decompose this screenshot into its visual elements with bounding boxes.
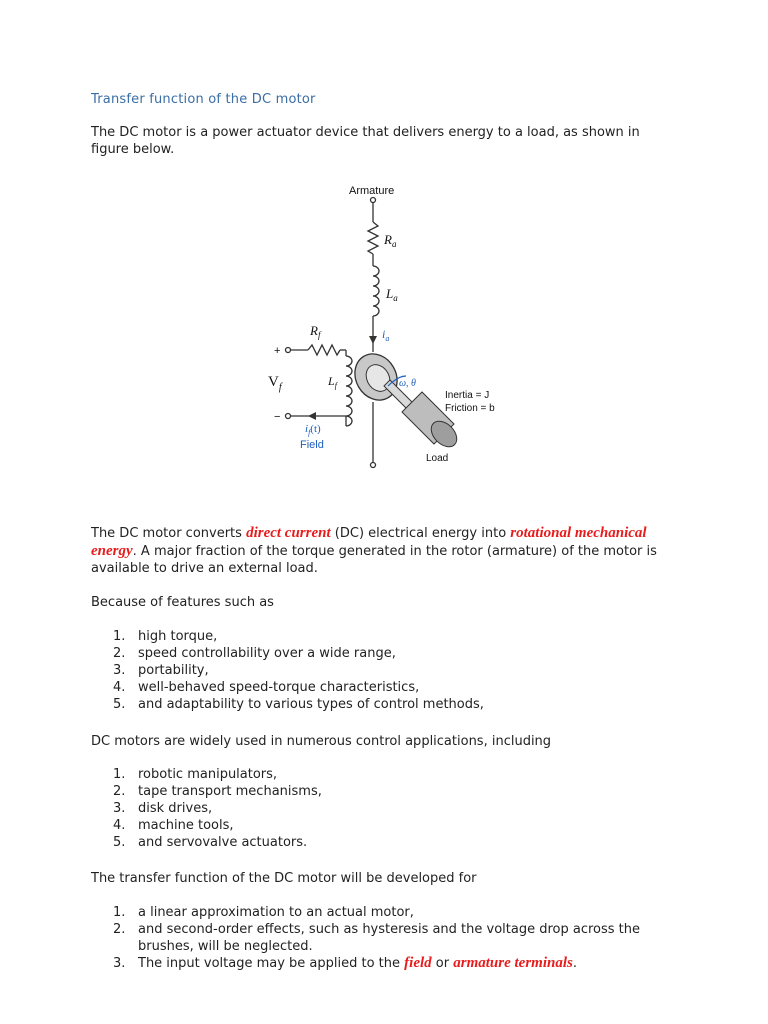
list-text: tape transport mechanisms, (138, 784, 322, 799)
armature-label: Armature (349, 185, 395, 197)
features-intro: Because of features such as (91, 595, 274, 610)
list-text: well-behaved speed-torque characteristics, (138, 680, 420, 695)
list-text: and second-order effects, such as hysteresis and the voltage drop across the brushes, will be neglected. (138, 922, 641, 954)
field-label: Field (300, 439, 324, 451)
load-label: Load (426, 453, 449, 464)
field-resistor (308, 345, 340, 355)
rf-label: $R_f$ (310, 323, 321, 340)
list-number: 2. (113, 646, 126, 661)
list-text: portability, (138, 663, 209, 678)
list-number: 1. (113, 905, 126, 920)
dc-motor-diagram (262, 180, 522, 475)
page-title: Transfer function of the DC motor (91, 92, 316, 107)
item3-text-1: The input voltage may be applied to the (138, 956, 405, 971)
minus-label: − (274, 411, 281, 423)
list-item (113, 955, 653, 972)
list-number: 1. (113, 629, 126, 644)
applications-list (113, 766, 653, 851)
field-terminal-plus (286, 348, 291, 353)
list-item (113, 921, 653, 955)
features-list (113, 628, 653, 713)
list-text: speed controllability over a wide range, (138, 646, 396, 661)
conversion-text-3: . A major fraction of the torque generated in the rotor (armature) of the motor is available to drive an external load. (91, 543, 657, 576)
transfer-function-intro: The transfer function of the DC motor will be developed for (91, 871, 477, 886)
lf-label: $L_f$ (328, 374, 337, 390)
list-text: a linear approximation to an actual motor, (138, 905, 414, 920)
intro-paragraph: The DC motor is a power actuator device that delivers energy to a load, as shown in figure below. (91, 125, 640, 157)
emphasis-armature-terminals: armature terminals (453, 955, 573, 971)
emphasis-direct-current: direct current (246, 525, 331, 541)
friction-label: Friction = b (445, 403, 495, 414)
list-item (113, 834, 653, 851)
conversion-text-1: The DC motor converts (91, 526, 247, 541)
list-number: 1. (113, 767, 126, 782)
item3-text-3: . (572, 956, 577, 971)
list-number: 2. (113, 922, 126, 937)
list-text: and servovalve actuators. (138, 835, 308, 850)
list-text: high torque, (138, 629, 218, 644)
la-label: $L_a$ (386, 286, 398, 303)
armature-inductor (373, 266, 379, 316)
item3-text-2: or (431, 956, 454, 971)
field-terminal-minus (286, 414, 291, 419)
list-number: 5. (113, 697, 126, 712)
list-number: 3. (113, 663, 126, 678)
list-item (113, 662, 653, 679)
list-number: 3. (113, 956, 126, 971)
list-item (113, 800, 653, 817)
list-text: robotic manipulators, (138, 767, 278, 782)
list-item (113, 817, 653, 834)
applications-intro: DC motors are widely used in numerous control applications, including (91, 734, 552, 749)
omega-theta-label: ω, θ (399, 378, 416, 389)
list-item (113, 783, 653, 800)
list-item (113, 645, 653, 662)
armature-terminal-bottom (371, 463, 376, 468)
list-item (113, 904, 653, 921)
list-text (138, 955, 653, 972)
list-item (113, 628, 653, 645)
field-current-arrow (308, 412, 316, 420)
list-number: 2. (113, 784, 126, 799)
inertia-label: Inertia = J (445, 390, 490, 401)
armature-current-arrow (369, 336, 377, 344)
list-text: machine tools, (138, 818, 234, 833)
if-label: $i_f(t)$ (305, 423, 321, 437)
list-text: disk drives, (138, 801, 213, 816)
list-number: 4. (113, 680, 126, 695)
field-inductor (346, 356, 352, 426)
list-text: and adaptability to various types of control methods, (138, 697, 484, 712)
emphasis-rotational-energy: rotational mechanical energy (91, 525, 647, 559)
list-number: 3. (113, 801, 126, 816)
conversion-text-2: (DC) electrical energy into (330, 526, 511, 541)
list-number: 5. (113, 835, 126, 850)
list-number: 4. (113, 818, 126, 833)
transfer-function-list (113, 904, 653, 972)
plus-label: + (274, 345, 281, 357)
list-item (113, 679, 653, 696)
ia-label: $i_a$ (382, 327, 390, 343)
conversion-paragraph (91, 525, 676, 578)
vf-label: $V_f$ (268, 374, 282, 393)
armature-terminal-top (371, 198, 376, 203)
list-item (113, 696, 653, 713)
list-item (113, 766, 653, 783)
emphasis-field: field (404, 955, 432, 971)
armature-resistor (368, 222, 378, 254)
ra-label: $R_a$ (384, 232, 397, 249)
